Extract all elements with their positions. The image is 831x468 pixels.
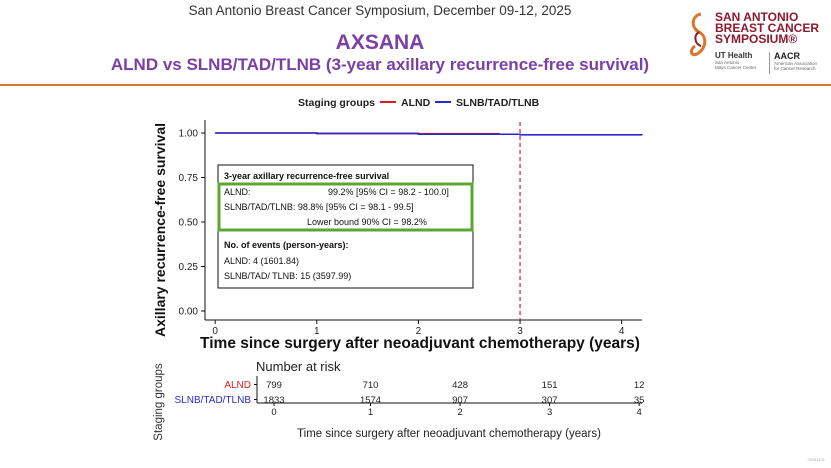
risk-x-tick-label: 2 <box>457 407 463 418</box>
ut-health-logo: UT Health San Antonio Mays Cancer Center <box>715 51 757 70</box>
legend-label-alnd: ALND <box>401 97 431 109</box>
y-tick-label: 0.75 <box>178 173 198 184</box>
annotation-slnb-line: SLNB/TAD/TLNB: 98.8% [95% CI = 98.1 - 99.5] <box>224 202 414 212</box>
risk-x-tick-label: 1 <box>367 407 374 418</box>
x-tick-label: 4 <box>618 326 625 337</box>
slide-stamp: 20241211 <box>807 457 825 462</box>
y-tick-label: 0.00 <box>178 306 198 318</box>
risk-cell: 428 <box>452 380 468 391</box>
risk-table-ylabel: Staging groups <box>153 363 165 441</box>
y-axis-label: Axillary recurrence-free survival <box>152 122 168 338</box>
y-tick-label: 0.50 <box>178 217 198 229</box>
x-tick-label: 1 <box>314 326 320 337</box>
risk-cell: 35 <box>633 395 645 406</box>
conference-line: San Antonio Breast Cancer Symposium, December 09-12, 2025 <box>188 3 572 18</box>
x-tick-label: 0 <box>212 326 218 337</box>
sabcs-logo <box>683 10 828 80</box>
annotation-title: 3-year axillary recurrence-free survival <box>224 171 390 181</box>
annotation-lower-bound: Lower bound 90% CI = 98.2% <box>307 217 427 227</box>
header-divider <box>0 84 831 86</box>
risk-cell: 907 <box>452 395 468 406</box>
sabcs-logo-text: SAN ANTONIO BREAST CANCER SYMPOSIUM® <box>715 10 820 46</box>
risk-cell: 799 <box>266 380 282 391</box>
annotation-events-slnb: SLNB/TAD/ TLNB: 15 (3597.99) <box>224 271 352 281</box>
y-tick-label: 0.25 <box>178 262 198 273</box>
km-survival-chart <box>0 90 831 460</box>
risk-cell: 12 <box>633 380 645 391</box>
slide-subtitle: ALND vs SLNB/TAD/TLNB (3-year axillary recurrence-free survival) <box>110 55 650 74</box>
sabcs-swirl-icon <box>687 10 711 60</box>
legend-title: Staging groups <box>298 97 375 109</box>
logo-separator <box>769 52 770 74</box>
x-axis-label: Time since surgery after neoadjuvant chemotherapy (years) <box>200 335 640 352</box>
y-tick-label: 1.00 <box>178 128 198 140</box>
risk-table-title: Number at risk <box>256 359 341 374</box>
risk-cell: 710 <box>362 380 379 391</box>
slide-title: AXSANA <box>335 31 425 54</box>
x-tick-label: 3 <box>517 326 523 337</box>
annotation-events-alnd: ALND: 4 (1601.84) <box>224 256 300 266</box>
risk-table <box>175 376 645 418</box>
risk-cell: 1574 <box>359 395 382 406</box>
x-tick-label: 2 <box>415 326 422 337</box>
risk-cell: 151 <box>541 380 558 391</box>
risk-table-xlabel: Time since surgery after neoadjuvant chemotherapy (years) <box>297 428 601 440</box>
legend-label-slnb: SLNB/TAD/TLNB <box>456 97 540 109</box>
risk-cell: 307 <box>541 395 558 406</box>
risk-x-tick-label: 0 <box>271 407 277 418</box>
annotation-box <box>218 165 473 288</box>
risk-x-tick-label: 3 <box>546 407 553 418</box>
annotation-events-title: No. of events (person-years): <box>224 240 349 250</box>
aacr-logo: AACR American Association for Cancer Research <box>774 51 818 71</box>
annotation-alnd-value: 99.2% [95% CI = 98.2 - 100.0] <box>328 187 449 197</box>
risk-x-tick-label: 4 <box>636 407 642 418</box>
risk-row-label: SLNB/TAD/TLNB <box>174 395 251 406</box>
risk-cell: 1833 <box>263 395 285 406</box>
annotation-alnd-label: ALND: <box>224 187 251 197</box>
risk-row-label: ALND <box>224 380 251 391</box>
